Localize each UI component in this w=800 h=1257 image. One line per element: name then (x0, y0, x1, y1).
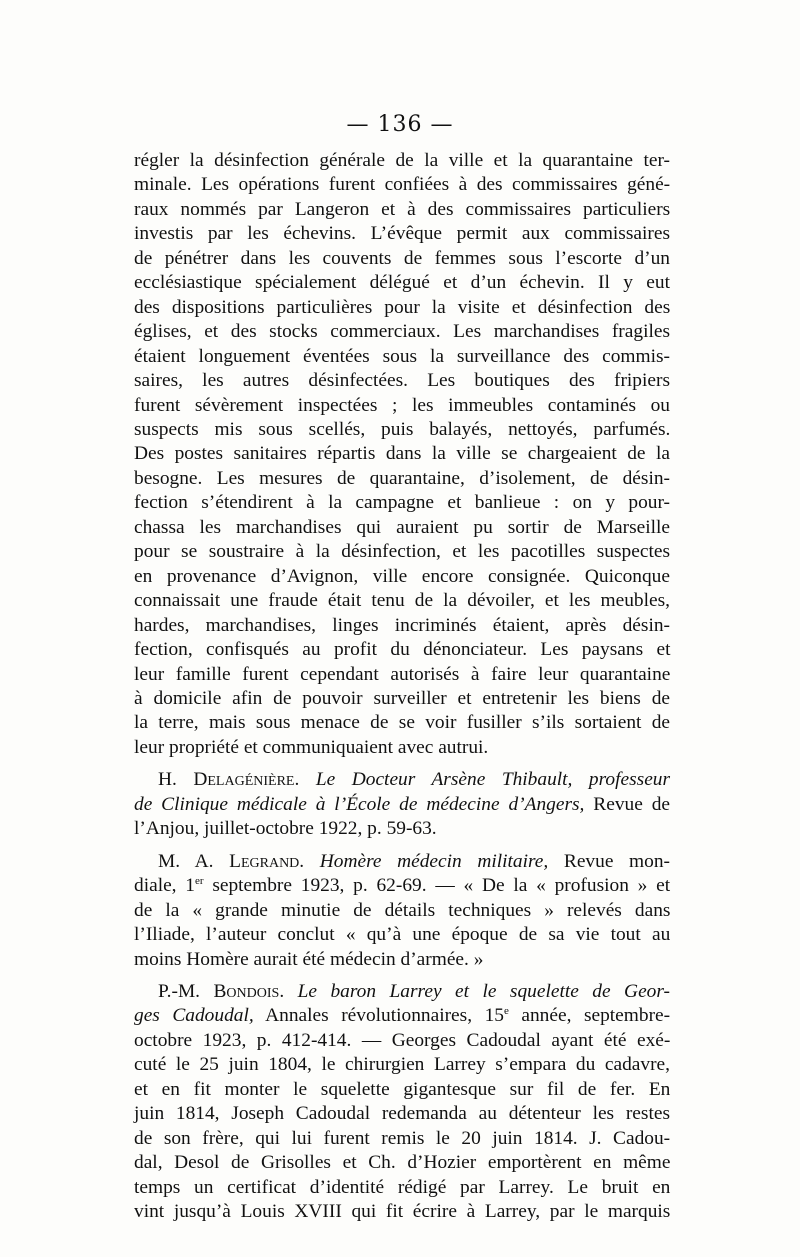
text-line: connaissait une fraude était tenu de la dévoiler, et les meubles, (134, 590, 670, 612)
journal: Revue de (584, 793, 670, 815)
text-line: ecclésiastique spécialement délégué et d’un échevin. Il y eut (134, 272, 670, 294)
text-fragment: septembre 1923, p. 62-69. — « De la « profusion » et (203, 875, 671, 897)
text-line: fection, confisqués au profit du dénonciateur. Les paysans et (134, 639, 671, 661)
author-initial: H. (158, 769, 194, 791)
text-line (134, 874, 670, 898)
separator: . (279, 980, 298, 1002)
text-line (134, 1004, 670, 1028)
author-initial: P.-M. (158, 980, 214, 1002)
journal: Revue mon- (548, 850, 670, 872)
main-paragraph (134, 149, 670, 760)
text-line: des dispositions particulières pour la visite et désinfection des (134, 296, 671, 318)
article-title-cont: de Clinique médicale à l’École de médecine d’Angers, (134, 793, 585, 815)
text-line: de la « grande minutie de détails techniques » relevés dans (134, 899, 671, 921)
separator: . (299, 850, 320, 872)
text-line: leur propriété et communiquaient avec autrui. (134, 736, 489, 758)
text-line: cuté le 25 juin 1804, le chirurgien Larrey s’empara du cadavre, (134, 1054, 670, 1076)
text-line: fection s’étendirent à la campagne et banlieue : on y pour- (134, 492, 670, 514)
text-line: juin 1814, Joseph Cadoudal redemanda au détenteur les restes (134, 1103, 670, 1125)
text-line (134, 850, 670, 874)
text-line: minale. Les opérations furent confiées à des commissaires géné- (134, 174, 671, 196)
text-line: églises, et des stocks commerciaux. Les marchandises fragiles (134, 321, 670, 343)
superscript: er (195, 875, 204, 888)
text-line: dal, Desol de Grisolles et Ch. d’Hozier emportèrent en même (134, 1152, 671, 1174)
text-line: étaient longuement éventées sous la surveillance des commis- (134, 345, 670, 367)
superscript: e (503, 1005, 509, 1018)
text-line: hardes, marchandises, linges incriminés étaient, après désin- (134, 614, 670, 636)
reference-legrand (134, 850, 670, 972)
text-line: la terre, mais sous menace de se voir fusiller s’ils sortaient de (134, 712, 671, 734)
text-fragment: Annales révolutionnaires, 15 (253, 1005, 504, 1027)
article-title-cont: ges Cadoudal, (134, 1005, 254, 1027)
text-line (134, 768, 670, 792)
text-line: saires, les autres désinfectées. Les boutiques des fripiers (134, 370, 670, 392)
text-line: suspects mis sous scellés, puis balayés, nettoyés, parfumés. (134, 418, 671, 440)
text-line: régler la désinfection générale de la ville et la quarantaine ter- (134, 150, 670, 171)
separator: . (294, 769, 316, 791)
text-line: octobre 1923, p. 412-414. — Georges Cadoudal ayant été exé- (134, 1029, 671, 1051)
author-name: Legrand (229, 850, 300, 872)
text-line: temps un certificat d’identité rédigé par Larrey. Le bruit en (134, 1176, 671, 1198)
text-line: de son frère, qui lui furent remis le 20 juin 1814. J. Cadou- (134, 1127, 671, 1149)
page-number: — 136 — (346, 112, 454, 137)
text-line (134, 980, 670, 1004)
author-name: Bondois (213, 980, 280, 1002)
text-line: besogne. Les mesures de quarantaine, d’isolement, de désin- (134, 467, 670, 489)
author-initial: M. A. (158, 850, 230, 872)
text-line: furent sévèrement inspectées ; les immeubles contaminés ou (134, 394, 670, 416)
text-line: pour se soustraire à la désinfection, et les pacotilles suspectes (134, 541, 671, 563)
reference-bondois (134, 980, 670, 1225)
article-title: Le baron Larrey et le squelette de Geor- (297, 980, 670, 1002)
text-line: en provenance d’Avignon, ville encore consignée. Quiconque (134, 565, 670, 587)
text-line: et en fit monter le squelette gigantesque sur fil de fer. En (134, 1078, 671, 1100)
text-line: moins Homère aurait été médecin d’armée. » (134, 948, 484, 970)
reference-delageniere (134, 768, 670, 841)
text-line: investis par les échevins. L’évêque permit aux commissaires (134, 223, 670, 245)
text-line: chassa les marchandises qui auraient pu sortir de Marseille (134, 516, 670, 538)
text-line (134, 793, 670, 817)
text-fragment: diale, 1 (134, 875, 195, 897)
body-text (134, 149, 670, 1224)
text-line: de pénétrer dans les couvents de femmes sous l’escorte d’un (134, 247, 670, 269)
text-line: à domicile afin de pouvoir surveiller et entretenir les biens de (134, 687, 670, 709)
text-line: l’Anjou, juillet-octobre 1922, p. 59-63. (134, 818, 437, 840)
text-fragment: année, septembre- (508, 1005, 671, 1027)
article-title: Le Docteur Arsène Thibault, professeur (315, 769, 671, 791)
text-line: raux nommés par Langeron et à des commissaires particuliers (134, 198, 671, 220)
text-line: Des postes sanitaires répartis dans la ville se chargeaient de la (134, 443, 670, 465)
text-line: leur famille furent cependant autorisés à faire leur quarantaine (134, 663, 671, 685)
author-name: Delagénière (193, 769, 295, 791)
article-title: Homère médecin militaire, (319, 850, 549, 872)
text-line: vint jusqu’à Louis XVIII qui fit écrire à Larrey, par le marquis (134, 1201, 671, 1223)
text-line: l’Iliade, l’auteur conclut « qu’à une époque de sa vie tout au (134, 924, 671, 946)
